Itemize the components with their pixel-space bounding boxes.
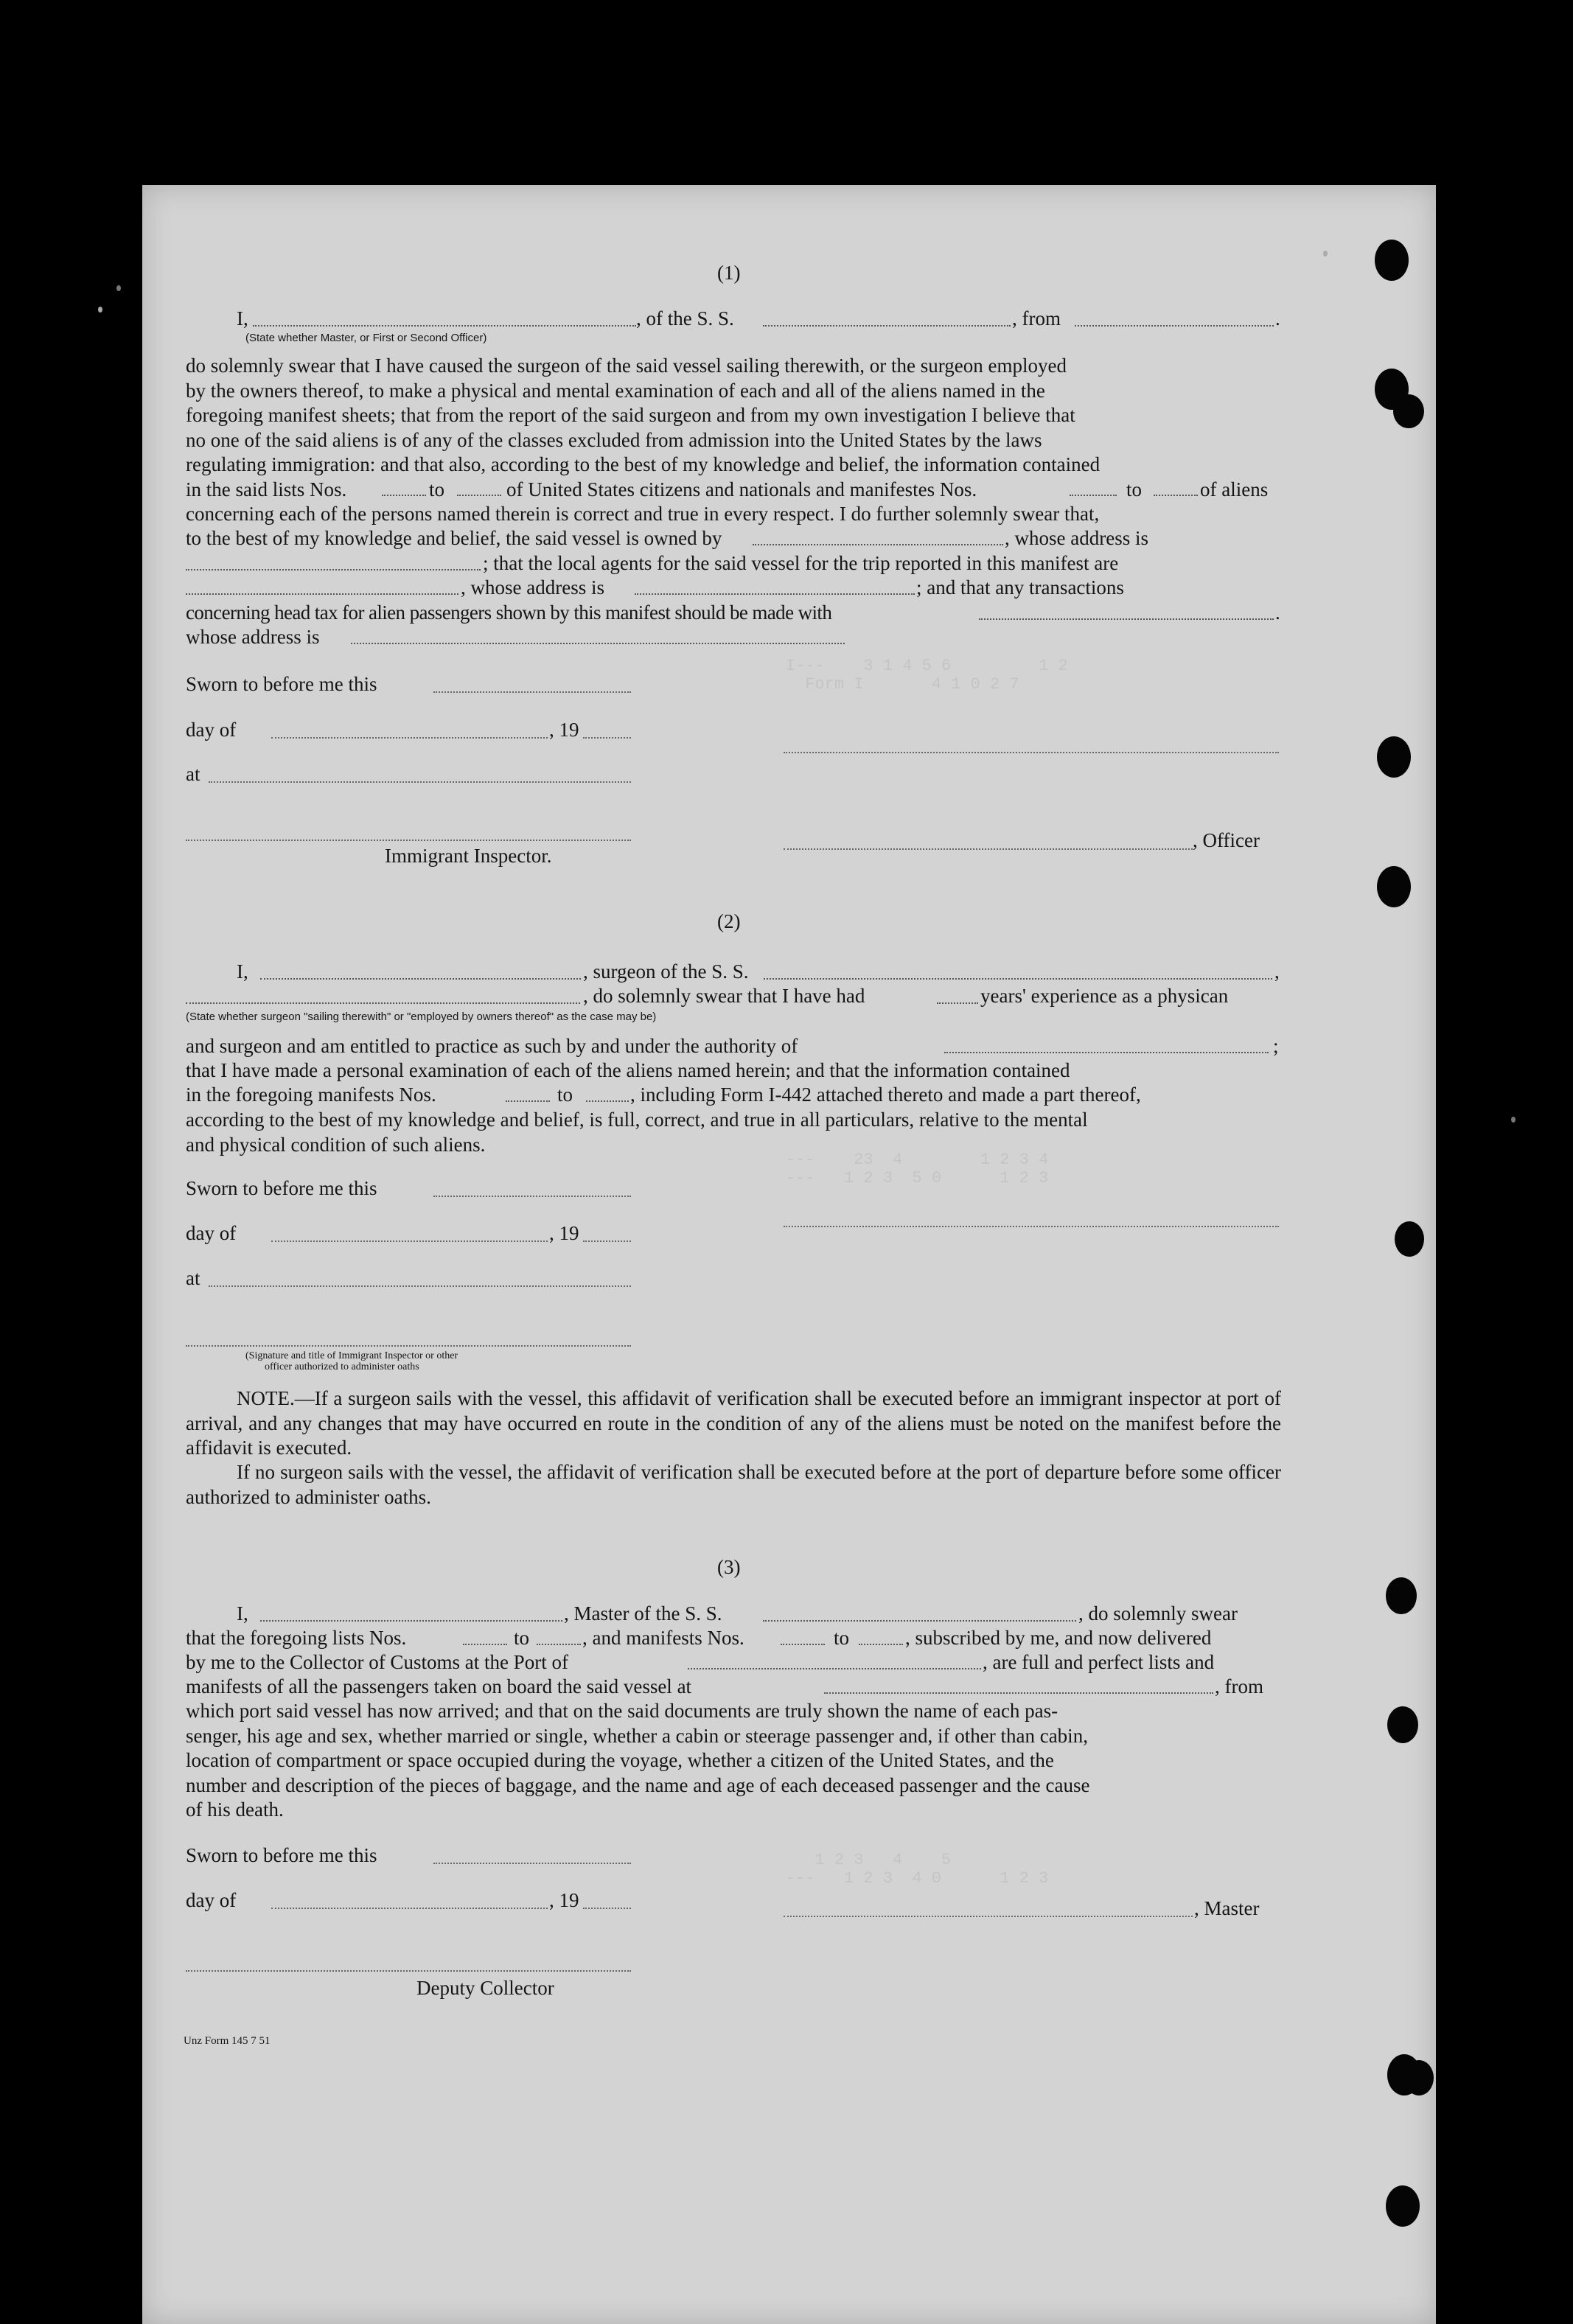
- s2-years: years' experience as a physican: [980, 985, 1229, 1007]
- s1-day-of: day of: [186, 719, 237, 741]
- s1-at: at: [186, 763, 200, 785]
- owner-field[interactable]: [753, 544, 1003, 545]
- section-1-number: (1): [717, 262, 741, 284]
- s1-I: I,: [237, 307, 248, 329]
- scan-speck: [116, 285, 121, 291]
- master-name-field[interactable]: [260, 1620, 562, 1622]
- s1-officer-signature-line[interactable]: [784, 752, 1279, 753]
- s3-line: number and description of the pieces of baggage, and the name and age of each deceased passenger and the cause: [186, 1773, 1090, 1796]
- punch-hole: [1377, 736, 1411, 778]
- s1-owned-by: to the best of my knowledge and belief, the said vessel is owned by: [186, 527, 722, 549]
- s3-line: which port said vessel has now arrived; and that on the said documents are truly shown the name of each pas-: [186, 1700, 1058, 1722]
- bleed-through: 1 2 3 4 5 --- 1 2 3 4 0 1 2 3: [785, 1851, 1049, 1888]
- bleed-through: I--- 3 1 4 5 6 1 2 Form I 4 1 0 2 7: [785, 657, 1068, 694]
- punch-hole: [1386, 1577, 1417, 1614]
- s2-day-field[interactable]: [271, 1240, 548, 1242]
- s1-whose-address-3: whose address is: [186, 626, 320, 648]
- vessel-name-field[interactable]: [763, 325, 1011, 327]
- s3-master-signature-line[interactable]: [784, 1916, 1193, 1917]
- s3-manifests-from-field[interactable]: [781, 1644, 825, 1645]
- s1-of-ss: , of the S. S.: [636, 307, 734, 329]
- s3-to: to: [514, 1627, 530, 1649]
- s2-surgeon-of: , surgeon of the S. S.: [583, 960, 749, 983]
- s1-line: by the owners thereof, to make a physical and mental examination of each and all of the aliens named in the: [186, 379, 1045, 402]
- s1-line: no one of the said aliens is of any of the classes excluded from admission into the United States by the laws: [186, 428, 1042, 451]
- s2-surgeon-signature-line[interactable]: [784, 1226, 1279, 1227]
- s2-year: , 19: [549, 1222, 579, 1244]
- s1-to-2: to: [1126, 478, 1143, 500]
- manifests-to-field[interactable]: [1154, 495, 1198, 496]
- s3-day-of: day of: [186, 1889, 237, 1911]
- s1-lists-nos: in the said lists Nos.: [186, 478, 347, 500]
- s3-line: of his death.: [186, 1798, 284, 1821]
- s3-lists-to-field[interactable]: [537, 1644, 581, 1645]
- section-2-number: (2): [717, 910, 741, 932]
- s1-at-field[interactable]: [209, 781, 631, 783]
- s1-sworn-field[interactable]: [433, 691, 631, 693]
- s2-inspector-signature-line[interactable]: [186, 1345, 631, 1347]
- s1-of-aliens: of aliens: [1200, 478, 1269, 500]
- punch-hole: [1387, 1706, 1418, 1743]
- s1-whose-address-2: , whose address is: [461, 576, 604, 599]
- punch-hole: [1386, 2185, 1420, 2227]
- s2-I: I,: [237, 960, 248, 983]
- note-paragraph-2: If no surgeon sails with the vessel, the affidavit of verification shall be executed before at the port of departure before some officer authorized to administer oaths.: [186, 1461, 1281, 1508]
- note-paragraph-1: NOTE.—If a surgeon sails with the vessel, this affidavit of verification shall be executed before an immigrant inspector at port of arrival, and any changes that may have occurred en route in the condition of any of the aliens must be noted on the manifest before the affidavit is executed.: [186, 1387, 1281, 1459]
- s1-concerning: concerning each of the persons named therein is correct and true in every respect. I do further solemnly swear that,: [186, 503, 1100, 525]
- s2-comma: ,: [1274, 960, 1280, 983]
- s1-from: , from: [1012, 307, 1061, 329]
- s3-collector: by me to the Collector of Customs at the Port of: [186, 1651, 568, 1673]
- s1-period: .: [1275, 307, 1280, 329]
- agents-address-field[interactable]: [635, 593, 915, 595]
- surgeon-role-note: (State whether surgeon "sailing therewith" or "employed by owners thereof" as the case may be): [186, 1011, 657, 1023]
- lists-to-field[interactable]: [457, 495, 501, 496]
- lists-from-field[interactable]: [382, 495, 426, 496]
- punch-hole: [1404, 2060, 1434, 2096]
- s3-deputy-label: Deputy Collector: [416, 1977, 554, 1999]
- s2-day-of: day of: [186, 1222, 237, 1244]
- s2-including: , including Form I-442 attached thereto and made a part thereof,: [630, 1084, 1141, 1106]
- bleed-through: --- 23 4 1 2 3 4 --- 1 2 3 5 0 1 2 3: [785, 1151, 1049, 1187]
- punch-hole: [1375, 240, 1409, 281]
- s3-day-field[interactable]: [271, 1908, 548, 1909]
- s2-vessel-field[interactable]: [764, 978, 1272, 980]
- scan-speck: [1511, 1117, 1516, 1123]
- s1-citizens: of United States citizens and nationals and manifestes Nos.: [506, 478, 977, 500]
- s3-lists-from-field[interactable]: [463, 1644, 507, 1645]
- surgeon-name-field[interactable]: [260, 978, 581, 980]
- s2-line: according to the best of my knowledge and belief, is full, correct, and true in all particulars, relative to the mental: [186, 1109, 1088, 1131]
- s2-at-field[interactable]: [209, 1285, 631, 1287]
- s3-sworn: Sworn to before me this: [186, 1844, 377, 1866]
- affidavit-page: [142, 185, 1436, 2324]
- s3-foregoing: that the foregoing lists Nos.: [186, 1627, 407, 1649]
- s3-manifests: , and manifests Nos.: [582, 1627, 744, 1649]
- authority-field[interactable]: [944, 1052, 1269, 1053]
- s1-inspector-signature-line[interactable]: [186, 840, 631, 841]
- manifests-from-field[interactable]: [1070, 495, 1117, 496]
- s1-inspector-label: Immigrant Inspector.: [385, 845, 552, 867]
- s1-year-field[interactable]: [583, 737, 631, 739]
- s2-semicolon: ;: [1273, 1035, 1279, 1057]
- owner-address-field[interactable]: [186, 569, 481, 570]
- s1-period-2: .: [1275, 601, 1280, 624]
- punch-hole: [1395, 1221, 1424, 1257]
- s3-subscribed: , subscribed by me, and now delivered: [905, 1627, 1212, 1649]
- s2-year-field[interactable]: [583, 1240, 631, 1242]
- s2-manifests-to-field[interactable]: [586, 1100, 629, 1102]
- s1-head-tax: concerning head tax for alien passengers shown by this manifest should be made with: [186, 601, 832, 624]
- s2-body: [186, 1108, 1281, 1157]
- s2-to: to: [557, 1084, 573, 1106]
- embark-port-field[interactable]: [824, 1692, 1213, 1694]
- s1-whose-address: , whose address is: [1005, 527, 1148, 549]
- s1-officer-label: , Officer: [1193, 829, 1260, 851]
- s3-manifests-all: manifests of all the passengers taken on board the said vessel at: [186, 1675, 692, 1697]
- collector-port-field[interactable]: [688, 1668, 981, 1669]
- s1-body: [186, 354, 1281, 478]
- s3-swear: , do solemnly swear: [1078, 1602, 1238, 1625]
- s3-year: , 19: [549, 1889, 579, 1911]
- s1-to: to: [429, 478, 445, 500]
- years-experience-field[interactable]: [937, 1002, 978, 1004]
- s3-vessel-field[interactable]: [763, 1620, 1076, 1622]
- agents-field[interactable]: [186, 593, 458, 595]
- section-3-number: (3): [717, 1556, 741, 1578]
- s2-at: at: [186, 1267, 200, 1289]
- s3-line: location of compartment or space occupied during the voyage, whether a citizen of the United States, and the: [186, 1749, 1054, 1771]
- s3-master-of: , Master of the S. S.: [564, 1602, 722, 1625]
- s3-sworn-field[interactable]: [433, 1863, 631, 1864]
- surgeon-role-field[interactable]: [186, 1002, 580, 1004]
- s3-from: , from: [1215, 1675, 1263, 1697]
- s2-sig-note-1: (Signature and title of Immigrant Inspector or other: [245, 1350, 458, 1361]
- s1-transactions: ; and that any transactions: [916, 576, 1124, 599]
- punch-hole: [1393, 394, 1424, 428]
- s1-officer-name-line[interactable]: [784, 848, 1193, 850]
- s2-line: and physical condition of such aliens.: [186, 1133, 486, 1156]
- s3-year-field[interactable]: [583, 1908, 631, 1909]
- s3-collector-signature-line[interactable]: [186, 1970, 631, 1972]
- officer-name-field[interactable]: [253, 325, 636, 327]
- s3-line: senger, his age and sex, whether married or single, whether a cabin or steerage passenger and, if other than cabin,: [186, 1724, 1088, 1747]
- s2-manifests-from-field[interactable]: [506, 1100, 550, 1102]
- scan-speck: [1323, 251, 1328, 257]
- s1-line: foregoing manifest sheets; that from the report of the said surgeon and from my own investigation I believe that: [186, 404, 1075, 426]
- s1-local-agents: ; that the local agents for the said vessel for the trip reported in this manifest are: [483, 552, 1119, 574]
- officer-rank-note: (State whether Master, or First or Second Officer): [245, 332, 487, 344]
- head-tax-field[interactable]: [979, 618, 1274, 620]
- scan-speck: [98, 307, 102, 313]
- s3-I: I,: [237, 1602, 248, 1625]
- departure-port-field[interactable]: [1075, 325, 1274, 327]
- s2-foregoing: in the foregoing manifests Nos.: [186, 1084, 436, 1106]
- s3-full: , are full and perfect lists and: [983, 1651, 1215, 1673]
- s2-sworn: Sworn to before me this: [186, 1177, 377, 1199]
- s2-sworn-field[interactable]: [433, 1196, 631, 1197]
- s3-master-label: , Master: [1194, 1897, 1260, 1919]
- s2-authority: and surgeon and am entitled to practice as such by and under the authority of: [186, 1035, 798, 1057]
- head-tax-address-field[interactable]: [351, 643, 845, 644]
- s1-sworn: Sworn to before me this: [186, 673, 377, 695]
- s3-body: [186, 1699, 1281, 1823]
- s2-exam: that I have made a personal examination of each of the aliens named herein; and that the information contained: [186, 1059, 1070, 1081]
- s1-line: regulating immigration: and that also, according to the best of my knowledge and belief, the information contained: [186, 453, 1101, 475]
- s1-line: do solemnly swear that I have caused the surgeon of the said vessel sailing therewith, or the surgeon employed: [186, 355, 1067, 377]
- s3-to-2: to: [834, 1627, 850, 1649]
- s1-year: , 19: [549, 719, 579, 741]
- form-number: Unz Form 145 7 51: [184, 2035, 271, 2047]
- s3-manifests-to-field[interactable]: [859, 1644, 903, 1645]
- s1-day-field[interactable]: [271, 737, 548, 739]
- punch-hole: [1377, 866, 1411, 907]
- s2-swear: , do solemnly swear that I have had: [583, 985, 865, 1007]
- s2-sig-note-2: officer authorized to administer oaths: [265, 1361, 419, 1372]
